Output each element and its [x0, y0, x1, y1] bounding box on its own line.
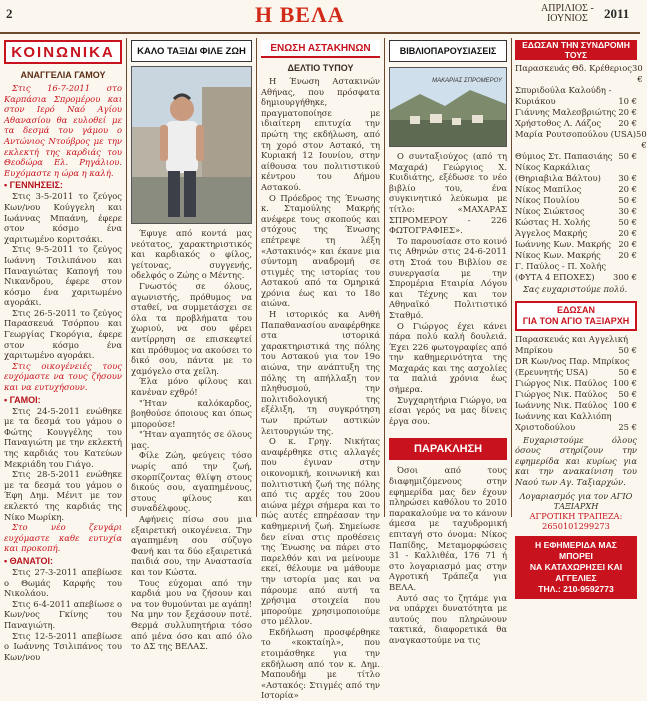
column-divider: [126, 38, 127, 517]
donation-row-name: Ιωάννης Νικ. Παύλος: [515, 399, 608, 410]
subscription-row-amount: 50 €: [618, 151, 637, 161]
donation-row-amount: 25 €: [618, 421, 637, 432]
press-paragraph: Η ιστορικός κα Ανθή Παπαθανασίου αναφέρθηκε στα ιστορικά χαρακτηριστικά της πόλης του Αστακού για τον 19ο αιώνα, την ανάπτυξη της πόλης τη απήλλαξη τον πληθυσμού, την πολιτιδολογική της εξέλιξη, τη συγκρότηση των πρώτων αστικών λειτουργιών της.: [261, 309, 380, 436]
union-heading: ΕΝΩΣΗ ΑΣΤΑΚΗΝΩΝ: [261, 40, 380, 58]
donations-heading-line2: ΓΙΑ ΤΟΝ ΑΓΙΟ ΤΑΞΙΑΡΧΗ: [522, 315, 630, 326]
wedding-entry: Στις 24-5-2011 ενώθηκε με τα δεσμά του γάμου ο Φώτης Κουγγέλης του Παναγιώτη με την εκλεκτή της καρδιάς του Κατεύων Μεκριάδη του Γιάγο.: [4, 405, 122, 469]
book-paragraph: Ο συνταξιούχος (από τη Μαχαρά) Γεώργιος Χ. Κυιδιάτης, εξέδωσε το νέο βιβλίο του, ένα συγκινητικό λεύκωμα με τίτλο: «ΜΑΧΑΡΑΣ ΣΠΡΟΜΕΡΟΥ - 226 ΦΩΤΟΓΡΑΦΙΕΣ».: [389, 151, 507, 236]
subscription-row-name: Άγγελος Μακρής: [515, 228, 588, 238]
subscriptions-list: [515, 63, 647, 283]
obituary-paragraph: Έφυγε από κοντά μας νεότατος, χαρακτηριστικός και καρδιακός ο φίλος, γείτονας, συγγενής, οδελφός ο Ζώης ο Μέντης.: [131, 228, 252, 281]
donation-row: [515, 422, 637, 433]
subscription-row-amount: [607, 162, 637, 173]
obituary-heading: ΚΑΛΟ ΤΑΞΙΔΙ ΦΙΛΕ ΖΩΗ: [131, 40, 252, 62]
obituary-paragraph: "Ήταν αγαπητός σε όλους μας.: [131, 429, 252, 450]
press-paragraph: Η Ένωση Αστακινών Αθήνας, που πρόσφατα δημιουργήθηκε, πραγματοποίησε με ιδιαίτερη επιτυχία την πρώτη της εκδήλωση, από τη χορό στον Αστακό, τη Κυριακή 12 Ιουνίου, στην αίθουσα του πολιτιστικού κέντρου του Δήμου Αστακού.: [261, 76, 380, 192]
donations-list: [515, 334, 637, 433]
subscription-row: [515, 239, 637, 250]
books-heading: ΒΙΒΛΙΟΠΑΡΟΥΣΙΑΣΕΙΣ: [389, 40, 507, 62]
donation-row-name: Παρασκευάς και Αγγελική: [515, 333, 629, 344]
subscription-row: [515, 228, 637, 239]
subscription-row-amount: 10 €: [618, 96, 637, 106]
weddings-label: • ΓΑΜΟΙ:: [4, 394, 41, 405]
birth-entry: Στις 9-5-2011 το ζεύγος Ιωάννη Τσιλιπάνου και Παναγιώτας Καπογή του Νικανδρου, έφερε στον κόσμο ένα χαριτωμένο αγοράκι.: [4, 244, 122, 308]
subscription-row-name: Γιάννης Μαλεσβριώτης: [515, 107, 617, 117]
birth-entry: Στις 3-5-2011 το ζεύγος Κων/νου Κούγγελη και Ιωάννας Μπαάνη, έφερε στον κόσμο ένα χαριτωμένο κοριτσάκι.: [4, 191, 122, 244]
donation-row-amount: 50 €: [618, 388, 637, 399]
obituary-paragraph: Τους εύχομαι από την καρδιά μου να ζήσουν και να τον θυμούνται με αγάπη! Να μην τον ξεχάσουν ποτέ. Θερμά συλλυπητήρια τόσο από μένα όσο και από όλο το ΔΣ της ΒΕΛΑΣ.: [131, 577, 252, 652]
subscription-row-amount: 30 €: [618, 206, 637, 216]
subscription-row: [515, 151, 637, 162]
classifieds-line2: ΝΑ ΚΑΤΑΧΩΡΗΣΕΙ ΚΑΙ ΑΓΓΕΛΙΕΣ: [529, 561, 623, 583]
donation-row-name: Μπρίκου: [515, 344, 553, 355]
column-divider: [256, 38, 257, 517]
subscription-row-name: (ΦΥΤΑ 4 ΕΠΟΧΕΣ): [515, 272, 595, 282]
donation-row: [515, 334, 637, 345]
subscription-row-amount: 50 €: [618, 195, 637, 205]
obituary-paragraph: Αφήνεις πίσω σου μια εξαιρετική οικογένεια. Την αγαπημένη σου σύζυγο Φανή και τα δύο εξαιρετικά παιδιά σου, την Αναστασία και τον Κώστα.: [131, 514, 252, 577]
deaths-label: • ΘΑΝΑΤΟΙ:: [4, 555, 53, 566]
subscription-row: [515, 63, 643, 85]
subscription-row-name: Κυριάκου: [515, 96, 556, 106]
wedding-entry: Στις 28-5-2011 ενώθηκε με τα δεσμά του γάμου ο Έφη Δημ. Μένιτ με τον εκλεκτό της καρδιάς της Νίκο Μωρίκη.: [4, 469, 122, 522]
union-column: [261, 38, 380, 701]
births-label: • ΓΕΝΝΗΣΕΙΣ:: [4, 180, 63, 191]
donation-row-amount: 50 €: [618, 366, 637, 377]
subscriptions-thanks: Σας ευχαριστούμε πολύ.: [523, 284, 628, 294]
subscription-row-name: Κώστας Η. Χολής: [515, 217, 591, 227]
subscription-row: [515, 250, 637, 261]
issue-date-line1: ΑΠΡΙΛΙΟΣ -: [541, 3, 594, 14]
press-paragraph: Εκδήλωση προσφέρθηκε το «κοκταίηλ», που ετοιμάσθηκε για την εκδήλωση από τον κ. Δημ. Μαπουδήμ με τίτλο «Αστακός: Στιγμές από την Ιστορία»: [261, 626, 380, 701]
births-wish: Στις οικογένειές τους ευχόμαστε να τους ζήσουν και να ευτυχήσουν.: [4, 360, 122, 393]
classifieds-phone: ΤΗΛ.: 210-9592773: [538, 583, 614, 594]
book-cover-title: ΜΑΚΑΡΙΑΣ ΣΠΡΟΜΕΡΟΥ: [432, 78, 502, 84]
subscription-row: [515, 107, 637, 118]
subscription-row-name: (Θηριαβιλα Βάλτου): [515, 173, 601, 183]
donations-thanks: Ευχαριστούμε όλους όσους στηρίζουν την εφημερίδα και κυρίως για και την ανακαίνιση του Ναού των Αγ. Ταξιαρχών.: [515, 434, 637, 487]
subscription-row: [515, 184, 637, 195]
death-entry: Στις 12-5-2011 απεβίωσε ο Ιωάννης Τσιλιπάνος του Κων/νου: [4, 630, 122, 662]
man-portrait-image: [132, 67, 251, 223]
subscription-row-name: Νίκος Κων. Μακρής: [515, 250, 601, 260]
subscription-row-amount: 50 €: [636, 129, 647, 150]
press-paragraph: Ο Πρόεδρος της Ένωσης κ. Σταμούλης Μακρής ανέφερε τους σκοπούς και στόχους της Ένωσης επέτρεψε τη λέξη «Αστακινός» και έκανε μια σύντομη αναδρομή σε στιγμές της ιστορίας του Αστακού από τα Ομηρικά χρόνια έως και το 18ο αιώνα.: [261, 192, 380, 309]
column-divider: [384, 38, 385, 517]
death-entry: Στις 6-4-2011 απεβίωσε ο Κων/νος Γκίνης του Παναγιώτη.: [4, 598, 122, 630]
classifieds-banner: [515, 536, 637, 599]
subscription-row: [515, 96, 637, 107]
book-paragraph: Το παρουσίασε στο κοινό τις Αθηνών στις 24-6-2011 στη Στοά του Βιβλίου σε συνεργασία με την Σπρομέρια Εταιρία Λόγου και Τέχνης και τον Αθηναϊκό Πολιτιστικό Σταθμό.: [389, 235, 507, 320]
donations-heading-line1: ΕΔΩΣΑΝ: [556, 304, 596, 315]
book-cover: [389, 67, 507, 147]
donation-row: [515, 400, 637, 411]
donation-row: [515, 345, 637, 356]
subscription-row: [515, 195, 637, 206]
subscription-row-amount: [611, 85, 637, 96]
subscription-row-name: Γ. Παύλος - Π. Χολής: [515, 261, 607, 271]
subscription-row: [515, 85, 637, 96]
subscription-row-amount: 30 €: [618, 173, 637, 183]
donation-row-amount: 100 €: [613, 399, 637, 410]
donation-row-amount: 50 €: [618, 344, 637, 355]
account-label: Λογαριασμός για τον ΑΓΙΟ ΤΑΞΙΑΡΧΗ: [519, 490, 633, 511]
subscription-row-amount: 30 €: [632, 63, 643, 84]
subscription-row: [515, 217, 637, 228]
wedding-announcement-text: Στις 16-7-2011 στο Καρπάσια Σπρομέρου και στον Ιερό Ναό Αγίου Αθανασίου θα ευλοθεί με τα δεσμά του γάμου ο Αντώνιος Ντούβρος με την εκλεκτή της καρδιάς του Θεοδώρα Ελ. Ρηγάλιου. Ευχόμαστε η ώρα η καλή.: [4, 83, 122, 178]
column-divider: [511, 38, 512, 517]
obituary-photo: [131, 66, 252, 224]
donation-row: [515, 378, 637, 389]
subscription-row-amount: [607, 261, 637, 272]
bank-info: [515, 491, 637, 531]
social-heading: ΚΟΙΝΩΝΙΚΑ: [4, 40, 122, 64]
donation-row-amount: [630, 356, 637, 367]
obituary-paragraph: Έλα μόνο φίλους και κανέναν εχθρό!: [131, 376, 252, 397]
bank-label: ΑΓΡΟΤΙΚΗ ΤΡΑΠΕΖΑ:: [529, 510, 623, 521]
subscription-row-amount: 20 €: [618, 239, 637, 249]
subscription-row-amount: 300 €: [613, 272, 637, 282]
subscription-row-amount: 20 €: [618, 118, 637, 128]
request-heading: ΠΑΡΑΚΛΗΣΗ: [389, 438, 507, 460]
books-column: [389, 38, 507, 645]
subscription-row: [515, 272, 637, 283]
classifieds-line1: Η ΕΦΗΜΕΡΙΔΑ ΜΑΣ ΜΠΟΡΕΙ: [535, 539, 617, 561]
donation-row-name: Ιωάννης και Καλλιόπη: [515, 410, 612, 421]
subscription-row: [515, 129, 647, 151]
subscription-row-name: Χρήστοθος Λ. Λάζος: [515, 118, 602, 128]
subscription-row-name: Ιωάννης Κων. Μακρής: [515, 239, 611, 249]
bank-account: 2650101299273: [542, 520, 610, 531]
subscription-row-name: Νίκος Πουλίου: [515, 195, 580, 205]
subscription-row-name: Μαρία Ρουτσοπούλου (USA): [515, 129, 637, 139]
donation-row-name: (Ερευνητής USA): [515, 366, 588, 377]
request-paragraph: Αυτό σας το ζητάμε για να υπάρχει δυνατότητα με αυτούς που πληρώνουν τακτικά, διαφορετικά θα αναγκαστούμε να τις: [389, 592, 507, 645]
press-paragraph: Ο κ. Γρηγ. Νικήτας αναφέρθηκε στις αλλαγές που έγιναν στην οικονομική, κοινωνική και πολιτιστική ζωή της πόλης από τις αρχές του 20ου αιώνα μέχρι σήμερα και το πώς αυτές επηρέασαν την καθημερινή ζωή. Σημείωσε δεν είναι στις προθέσεις της Ένωσης να πάρει στο παρελθόν και να μείνουμε εκεί, θέλουμε να μάθουμε την ιστορία μας και να πάρουμε από αυτή τα χρήσιμα στοιχεία που μπορούμε χρησιμοποιούμε στο μέλλον.: [261, 436, 380, 627]
newspaper-title: Η ΒΕΛΑ: [255, 2, 345, 27]
weddings-wish: Στο νέο ζευγάρι ευχόμαστε καθε ευτυχία και προκοπή.: [4, 522, 122, 554]
donation-row-name: Χριστοδούλου: [515, 421, 576, 432]
donation-row: [515, 411, 637, 422]
birth-entry: Στις 26-5-2011 το ζεύγος Παρασκευά Τσόρπου και Γεωργίας Γκορόγια, έφερε στον κόσμο ένα χαριτωμένο αγοράκι.: [4, 307, 122, 361]
death-entry: Στις 27-3-2011 απεβίωσε ο Θωμάς Καρφής του Νικολάου.: [4, 566, 122, 599]
request-paragraph: Όσοι από τους διαφημιζόμενους στην εφημερίδα μας δεν έχουν πληρώσει καθόλου το 2010 παρακαλούμε να το κάνουν άμεσα με ταχυδρομική επιταγή στο όνομα: Νίκος Παπίδης, Μεταμορφώσεις 31 - Καλλιθέα, 176 71 ή στο λογαριασμό μας στην Αγροτική Τράπεζα για ΒΕΛΑ.: [389, 465, 507, 592]
donation-row-name: DR Κων/νος Παρ. Μπρίκος: [515, 355, 630, 366]
subscription-row-name: Νίκος Μαπίλος: [515, 184, 582, 194]
issue-date: [541, 4, 594, 24]
subscription-row-amount: 20 €: [618, 184, 637, 194]
subscriptions-column: [515, 38, 647, 594]
subscription-row: [515, 206, 637, 217]
donation-row-amount: [612, 411, 637, 422]
page-header: [0, 0, 640, 34]
subscription-row-name: Νίκος Καρκάλιας: [515, 162, 590, 172]
press-release-title: ΔΕΛΤΙΟ ΤΥΠΟΥ: [287, 63, 354, 73]
book-paragraph: Ο Γιώργος έχει κάνει πάρα πολύ καλή δουλειά. Έχει 226 φωτογραφίες από την καθημερινότητα της Μαχαράς και της ασχολίες τα παλιά χρόνια έως σήμερα.: [389, 320, 507, 395]
subscription-row-name: Σπυριδούλα Καλούδη -: [515, 85, 612, 95]
donation-row-amount: [628, 334, 637, 345]
subscription-row-amount: 20 €: [618, 228, 637, 238]
obituary-column: [131, 38, 252, 652]
subscription-row-amount: 20 €: [618, 250, 637, 260]
book-paragraph: Συγχαρητήρια Γιώργο, να είσαι γερός να μας δίνεις έργα σου.: [389, 394, 507, 426]
donation-row: [515, 389, 637, 400]
donation-row-amount: 100 €: [613, 377, 637, 388]
subscription-row-name: Παρασκευάς Θδ. Κρέθεριος: [515, 63, 633, 73]
subscription-row-name: Νίκος Σιώκτσος: [515, 206, 585, 216]
social-column: [4, 38, 122, 662]
donation-row-name: Γιώργος Νικ. Παύλος: [515, 388, 608, 399]
obituary-paragraph: Γνωστός σε όλους, αγωνιστής, πρόθυμος να σταθεί, να συμμετάσχει σε όλα τα προβλήματα του χωριού, να σου φέρει αντίρρηση σε επισκεφτεί και πρόθυμος να ακούσει το δικό σου, πάντα με το χαμόγελο στα χείλη.: [131, 280, 252, 376]
donations-heading: [515, 301, 637, 331]
subscription-row: [515, 162, 637, 173]
wedding-announcement-title: ΑΝΑΓΓΕΛΙΑ ΓΑΜΟΥ: [20, 70, 106, 80]
issue-date-line2: ΙΟΥΝΙΟΣ: [546, 13, 588, 24]
subscription-row: [515, 173, 637, 184]
donation-row: [515, 367, 637, 378]
page-number: 2: [6, 6, 13, 21]
subscription-row-amount: 20 €: [618, 107, 637, 117]
donation-row: [515, 356, 637, 367]
subscription-row: [515, 118, 637, 129]
subscription-row-amount: 50 €: [618, 217, 637, 227]
obituary-paragraph: Φίλε Ζώη, φεύγεις τόσο νωρίς από την ζωή, σκορπίζοντας θλίψη στους δικούς σου, αγαπημένους, στους φίλους και συναδέλφους.: [131, 450, 252, 514]
subscriptions-heading: ΕΔΩΣΑΝ ΤΗΝ ΣΥΝΔΡΟΜΗ ΤΟΥΣ: [515, 40, 637, 60]
issue-year: 2011: [604, 6, 630, 21]
subscription-row-name: Θύμιος Στ. Παπασιάης: [515, 151, 613, 161]
donation-row-name: Γιώργος Νικ. Παύλος: [515, 377, 608, 388]
subscription-row: [515, 261, 637, 272]
obituary-paragraph: "Ήταν καλόκαρδος, βοηθούσε όποιους και όπως μπορούσε!: [131, 397, 252, 429]
